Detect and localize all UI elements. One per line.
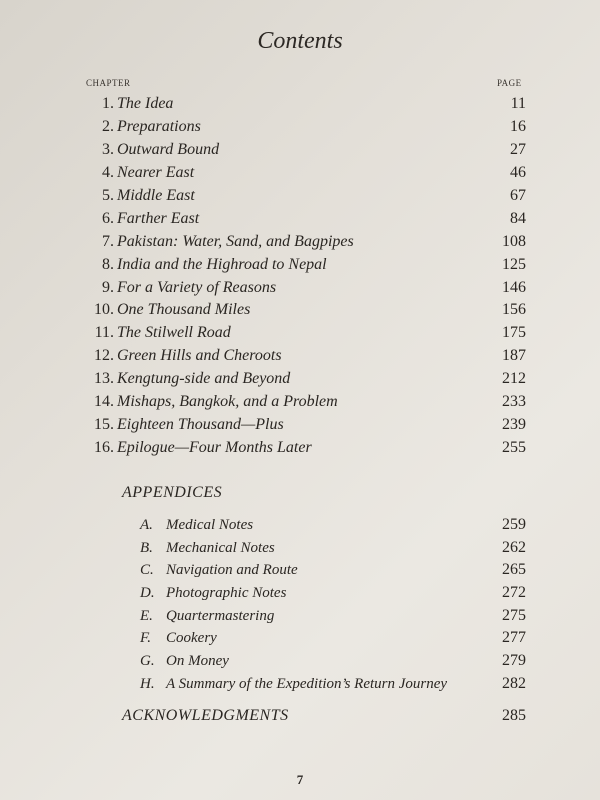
chapter-page: 255 [502, 439, 526, 457]
chapter-title: Middle East [117, 186, 195, 204]
chapter-title: The Stilwell Road [117, 324, 231, 342]
chapter-title: Green Hills and Cheroots [117, 347, 282, 365]
chapter-title: India and the Highroad to Nepal [117, 255, 327, 273]
chapter-title: Pakistan: Water, Sand, and Bagpipes [117, 232, 354, 250]
chapter-title: One Thousand Miles [117, 301, 251, 319]
appendix-page: 272 [502, 584, 526, 602]
appendix-row [140, 559, 526, 582]
appendix-letter: C. [140, 562, 154, 579]
chapter-number: 15. [94, 416, 114, 434]
chapter-title: Kengtung-side and Beyond [117, 370, 291, 388]
chapter-column-header: CHAPTER [86, 78, 131, 88]
chapter-page: 11 [510, 95, 526, 112]
appendix-page: 275 [502, 606, 526, 624]
chapter-number: 10. [94, 301, 114, 319]
chapter-row [84, 254, 526, 277]
chapter-page: 84 [510, 209, 526, 227]
appendix-row [140, 673, 526, 696]
chapter-page: 67 [510, 186, 526, 204]
page-column-header: PAGE [497, 78, 522, 88]
appendix-page: 265 [502, 561, 526, 579]
chapter-number: 1. [102, 95, 114, 112]
appendix-title: Cookery [166, 630, 217, 647]
chapter-row [84, 231, 526, 254]
appendix-letter: E. [140, 607, 153, 624]
chapter-row [84, 322, 526, 345]
appendix-title: Navigation and Route [166, 562, 298, 579]
appendix-title: On Money [166, 653, 229, 670]
appendix-row [140, 650, 526, 673]
appendix-list [140, 514, 526, 696]
page-number: 7 [296, 772, 304, 787]
appendix-page: 282 [502, 674, 526, 692]
chapter-number: 7. [102, 232, 114, 250]
chapter-row [84, 116, 526, 139]
chapter-title: Preparations [117, 117, 201, 135]
chapter-row [84, 437, 526, 460]
page-title: Contents [257, 28, 343, 54]
appendix-page: 259 [502, 516, 526, 533]
chapter-page: 146 [502, 278, 526, 296]
chapter-number: 14. [94, 393, 114, 411]
chapter-number: 9. [102, 278, 114, 296]
chapter-number: 13. [94, 370, 114, 388]
chapter-title: Outward Bound [117, 140, 220, 158]
chapter-page: 239 [502, 416, 526, 434]
chapter-page: 27 [510, 140, 526, 158]
chapter-row [84, 185, 526, 208]
appendix-page: 277 [502, 629, 526, 647]
appendix-letter: G. [140, 653, 155, 670]
appendix-letter: F. [140, 630, 151, 647]
chapter-page: 125 [502, 255, 526, 273]
chapter-number: 8. [102, 255, 114, 273]
chapter-title: Eighteen Thousand—Plus [117, 416, 284, 434]
appendix-page: 262 [502, 538, 526, 556]
appendix-title: Quartermastering [166, 607, 275, 624]
chapter-page: 233 [502, 393, 526, 411]
chapter-row [84, 277, 526, 300]
chapter-page: 187 [502, 347, 526, 365]
chapter-row [84, 345, 526, 368]
chapter-title: For a Variety of Reasons [117, 278, 277, 296]
chapter-number: 6. [102, 209, 114, 227]
chapter-page: 46 [510, 163, 526, 181]
chapter-page: 212 [502, 370, 526, 388]
appendix-letter: B. [140, 539, 153, 556]
appendix-row [140, 537, 526, 560]
chapter-title: Nearer East [117, 163, 195, 181]
acknowledgments-page: 285 [502, 707, 526, 724]
chapter-row [84, 139, 526, 162]
chapter-title: Mishaps, Bangkok, and a Problem [117, 393, 338, 411]
chapter-page: 16 [510, 117, 526, 135]
chapter-number: 4. [102, 163, 114, 181]
chapter-page: 156 [502, 301, 526, 319]
appendix-row [140, 605, 526, 628]
chapter-number: 12. [94, 347, 114, 365]
chapter-row [84, 208, 526, 231]
chapter-row [84, 93, 526, 116]
chapter-number: 2. [102, 117, 114, 135]
appendix-title: A Summary of the Expedition’s Return Journey [166, 675, 448, 692]
appendix-row [140, 582, 526, 605]
chapter-list [84, 93, 526, 460]
chapter-title: Farther East [117, 209, 200, 227]
chapter-page: 108 [502, 232, 526, 250]
chapter-row [84, 299, 526, 322]
chapter-row [84, 162, 526, 185]
chapter-title: The Idea [117, 95, 174, 112]
chapter-number: 11. [94, 324, 114, 342]
appendix-title: Medical Notes [166, 517, 254, 533]
chapter-row [84, 391, 526, 414]
appendix-row [140, 627, 526, 650]
appendix-title: Mechanical Notes [166, 539, 275, 556]
chapter-row [84, 368, 526, 391]
appendices-heading: APPENDICES [122, 484, 223, 501]
appendix-letter: H. [140, 675, 155, 692]
appendix-row [140, 514, 526, 537]
chapter-title: Epilogue—Four Months Later [117, 439, 312, 457]
appendix-letter: D. [140, 585, 155, 602]
acknowledgments-title: ACKNOWLEDGMENTS [122, 707, 289, 724]
appendix-page: 279 [502, 652, 526, 670]
chapter-page: 175 [502, 324, 526, 342]
chapter-number: 16. [94, 439, 114, 457]
appendix-title: Photographic Notes [166, 585, 287, 602]
chapter-number: 3. [102, 140, 114, 158]
chapter-number: 5. [102, 186, 114, 204]
appendix-letter: A. [140, 517, 153, 533]
chapter-row [84, 414, 526, 437]
